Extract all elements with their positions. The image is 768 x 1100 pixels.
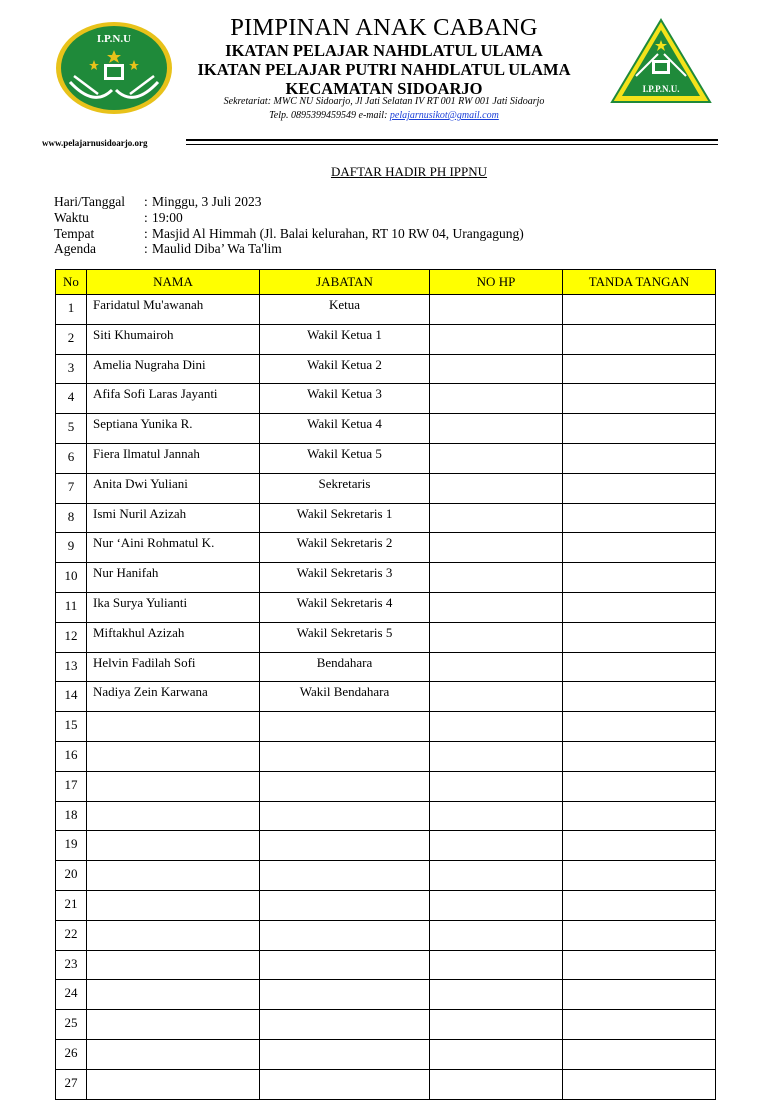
info-value: Maulid Diba’ Wa Ta'lim	[152, 241, 282, 256]
phone-cell[interactable]	[430, 712, 563, 742]
member-name: Septiana Yunika R.	[87, 414, 260, 444]
document-title: DAFTAR HADIR PH IPPNU	[330, 164, 488, 179]
info-colon: :	[144, 226, 148, 241]
col-header-no: No	[56, 270, 87, 295]
member-position	[260, 741, 430, 771]
member-position: Wakil Ketua 2	[260, 354, 430, 384]
row-number: 5	[56, 414, 87, 444]
member-name: Nur ‘Aini Rohmatul K.	[87, 533, 260, 563]
member-position	[260, 920, 430, 950]
member-position: Sekretaris	[260, 473, 430, 503]
signature-cell[interactable]	[563, 652, 716, 682]
table-row	[56, 920, 716, 950]
member-name	[87, 1069, 260, 1099]
member-position: Wakil Sekretaris 2	[260, 533, 430, 563]
table-header-row	[56, 270, 716, 295]
org-subtitle-ipnu: IKATAN PELAJAR NAHDLATUL ULAMA	[225, 41, 543, 60]
member-name: Miftakhul Azizah	[87, 622, 260, 652]
phone-cell[interactable]	[430, 831, 563, 861]
table-row	[56, 473, 716, 503]
table-row	[56, 414, 716, 444]
table-row	[56, 324, 716, 354]
attendance-table	[55, 269, 716, 1100]
col-header-signature: TANDA TANGAN	[563, 270, 716, 295]
table-row	[56, 652, 716, 682]
table-row	[56, 831, 716, 861]
email-link[interactable]: pelajarnusikot@gmail.com	[389, 110, 499, 121]
table-row	[56, 1039, 716, 1069]
phone-cell[interactable]	[430, 1039, 563, 1069]
signature-cell[interactable]	[563, 741, 716, 771]
row-number: 24	[56, 980, 87, 1010]
member-position	[260, 861, 430, 891]
row-number: 12	[56, 622, 87, 652]
signature-cell[interactable]	[563, 1069, 716, 1099]
row-number: 25	[56, 1010, 87, 1040]
row-number: 14	[56, 682, 87, 712]
member-position	[260, 801, 430, 831]
header-divider-thick	[186, 139, 718, 141]
row-number: 3	[56, 354, 87, 384]
row-number: 17	[56, 771, 87, 801]
table-row	[56, 622, 716, 652]
signature-cell[interactable]	[563, 622, 716, 652]
info-value: 19:00	[152, 210, 183, 225]
row-number: 23	[56, 950, 87, 980]
signature-cell[interactable]	[563, 712, 716, 742]
signature-cell[interactable]	[563, 384, 716, 414]
row-number: 22	[56, 920, 87, 950]
member-position	[260, 950, 430, 980]
table-row	[56, 712, 716, 742]
row-number: 11	[56, 592, 87, 622]
table-row	[56, 592, 716, 622]
member-name: Nadiya Zein Karwana	[87, 682, 260, 712]
table-row	[56, 950, 716, 980]
signature-cell[interactable]	[563, 890, 716, 920]
member-name: Ika Surya Yulianti	[87, 592, 260, 622]
table-row	[56, 384, 716, 414]
phone-cell[interactable]	[430, 473, 563, 503]
member-position: Wakil Ketua 3	[260, 384, 430, 414]
signature-cell[interactable]	[563, 473, 716, 503]
table-row	[56, 771, 716, 801]
phone-cell[interactable]	[430, 861, 563, 891]
member-position: Ketua	[260, 295, 430, 325]
table-row	[56, 741, 716, 771]
row-number: 16	[56, 741, 87, 771]
phone-cell[interactable]	[430, 414, 563, 444]
member-position	[260, 890, 430, 920]
row-number: 18	[56, 801, 87, 831]
member-name	[87, 831, 260, 861]
member-name	[87, 920, 260, 950]
phone-cell[interactable]	[430, 801, 563, 831]
signature-cell[interactable]	[563, 533, 716, 563]
info-colon: :	[144, 241, 148, 256]
info-value: Minggu, 3 Juli 2023	[152, 194, 262, 209]
phone-cell[interactable]	[430, 1010, 563, 1040]
col-header-position: JABATAN	[260, 270, 430, 295]
member-position: Bendahara	[260, 652, 430, 682]
row-number: 26	[56, 1039, 87, 1069]
info-value: Masjid Al Himmah (Jl. Balai kelurahan, RT 10 RW 04, Urangagung)	[152, 226, 524, 241]
phone-cell[interactable]	[430, 295, 563, 325]
member-position: Wakil Sekretaris 5	[260, 622, 430, 652]
signature-cell[interactable]	[563, 563, 716, 593]
phone-cell[interactable]	[430, 443, 563, 473]
signature-cell[interactable]	[563, 950, 716, 980]
phone-cell[interactable]	[430, 741, 563, 771]
table-row	[56, 563, 716, 593]
member-position: Wakil Sekretaris 4	[260, 592, 430, 622]
row-number: 6	[56, 443, 87, 473]
member-position	[260, 1010, 430, 1040]
signature-cell[interactable]	[563, 831, 716, 861]
svg-text:I.P.N.U: I.P.N.U	[96, 33, 132, 45]
signature-cell[interactable]	[563, 295, 716, 325]
phone-cell[interactable]	[430, 622, 563, 652]
row-number: 27	[56, 1069, 87, 1099]
col-header-name: NAMA	[87, 270, 260, 295]
row-number: 20	[56, 861, 87, 891]
member-position: Wakil Ketua 5	[260, 443, 430, 473]
phone-text: Telp. 0895399459549 e-mail:	[269, 110, 388, 121]
signature-cell[interactable]	[563, 920, 716, 950]
signature-cell[interactable]	[563, 771, 716, 801]
secretariat-address: Sekretariat: MWC NU Sidoarjo, Jl Jati Selatan IV RT 001 RW 001 Jati Sidoarjo	[223, 96, 545, 107]
phone-cell[interactable]	[430, 950, 563, 980]
phone-cell[interactable]	[430, 771, 563, 801]
table-row	[56, 354, 716, 384]
phone-cell[interactable]	[430, 503, 563, 533]
row-number: 15	[56, 712, 87, 742]
member-position: Wakil Ketua 4	[260, 414, 430, 444]
table-row	[56, 861, 716, 891]
row-number: 4	[56, 384, 87, 414]
info-label: Tempat	[54, 226, 95, 241]
table-row	[56, 980, 716, 1010]
table-row	[56, 295, 716, 325]
table-row	[56, 443, 716, 473]
info-label: Hari/Tanggal	[54, 194, 126, 209]
member-position	[260, 980, 430, 1010]
table-row	[56, 1069, 716, 1099]
member-name	[87, 712, 260, 742]
info-colon: :	[144, 194, 148, 209]
member-name: Ismi Nuril Azizah	[87, 503, 260, 533]
member-name	[87, 950, 260, 980]
table-row	[56, 682, 716, 712]
signature-cell[interactable]	[563, 414, 716, 444]
member-name	[87, 980, 260, 1010]
org-title: PIMPINAN ANAK CABANG	[230, 14, 538, 41]
row-number: 2	[56, 324, 87, 354]
member-name: Faridatul Mu'awanah	[87, 295, 260, 325]
member-position	[260, 831, 430, 861]
member-name: Afifa Sofi Laras Jayanti	[87, 384, 260, 414]
member-name	[87, 1010, 260, 1040]
phone-cell[interactable]	[430, 652, 563, 682]
row-number: 1	[56, 295, 87, 325]
signature-cell[interactable]	[563, 682, 716, 712]
signature-cell[interactable]	[563, 980, 716, 1010]
row-number: 21	[56, 890, 87, 920]
table-row	[56, 503, 716, 533]
member-position	[260, 1039, 430, 1069]
member-name	[87, 771, 260, 801]
signature-cell[interactable]	[563, 443, 716, 473]
member-position	[260, 771, 430, 801]
phone-cell[interactable]	[430, 682, 563, 712]
phone-cell[interactable]	[430, 384, 563, 414]
org-district: KECAMATAN SIDOARJO	[285, 79, 483, 98]
member-name: Helvin Fadilah Sofi	[87, 652, 260, 682]
signature-cell[interactable]	[563, 1039, 716, 1069]
member-position: Wakil Sekretaris 1	[260, 503, 430, 533]
member-name: Amelia Nugraha Dini	[87, 354, 260, 384]
signature-cell[interactable]	[563, 1010, 716, 1040]
header-divider-thin	[186, 144, 718, 145]
member-position: Wakil Bendahara	[260, 682, 430, 712]
member-name: Nur Hanifah	[87, 563, 260, 593]
member-name: Siti Khumairoh	[87, 324, 260, 354]
table-row	[56, 533, 716, 563]
signature-cell[interactable]	[563, 503, 716, 533]
row-number: 10	[56, 563, 87, 593]
row-number: 19	[56, 831, 87, 861]
member-name	[87, 741, 260, 771]
signature-cell[interactable]	[563, 324, 716, 354]
phone-cell[interactable]	[430, 563, 563, 593]
row-number: 9	[56, 533, 87, 563]
member-name	[87, 890, 260, 920]
table-row	[56, 1010, 716, 1040]
table-row	[56, 801, 716, 831]
info-label: Waktu	[54, 210, 89, 225]
org-subtitle-ippnu: IKATAN PELAJAR PUTRI NAHDLATUL ULAMA	[197, 60, 571, 79]
phone-cell[interactable]	[430, 324, 563, 354]
col-header-phone: NO HP	[430, 270, 563, 295]
member-name	[87, 1039, 260, 1069]
member-name	[87, 801, 260, 831]
svg-text:I.P.P.N.U.: I.P.P.N.U.	[642, 84, 680, 94]
phone-cell[interactable]	[430, 592, 563, 622]
signature-cell[interactable]	[563, 861, 716, 891]
phone-cell[interactable]	[430, 920, 563, 950]
contact-line	[0, 110, 768, 121]
signature-cell[interactable]	[563, 354, 716, 384]
member-position	[260, 1069, 430, 1099]
row-number: 7	[56, 473, 87, 503]
phone-cell[interactable]	[430, 354, 563, 384]
row-number: 8	[56, 503, 87, 533]
member-name	[87, 861, 260, 891]
phone-cell[interactable]	[430, 1069, 563, 1099]
info-colon: :	[144, 210, 148, 225]
member-position	[260, 712, 430, 742]
member-name: Anita Dwi Yuliani	[87, 473, 260, 503]
table-row	[56, 890, 716, 920]
phone-cell[interactable]	[430, 890, 563, 920]
signature-cell[interactable]	[563, 592, 716, 622]
phone-cell[interactable]	[430, 533, 563, 563]
member-position: Wakil Ketua 1	[260, 324, 430, 354]
signature-cell[interactable]	[563, 801, 716, 831]
website-link[interactable]: www.pelajarnusidoarjo.org	[42, 138, 148, 148]
phone-cell[interactable]	[430, 980, 563, 1010]
member-name: Fiera Ilmatul Jannah	[87, 443, 260, 473]
row-number: 13	[56, 652, 87, 682]
info-label: Agenda	[54, 241, 96, 256]
member-position: Wakil Sekretaris 3	[260, 563, 430, 593]
